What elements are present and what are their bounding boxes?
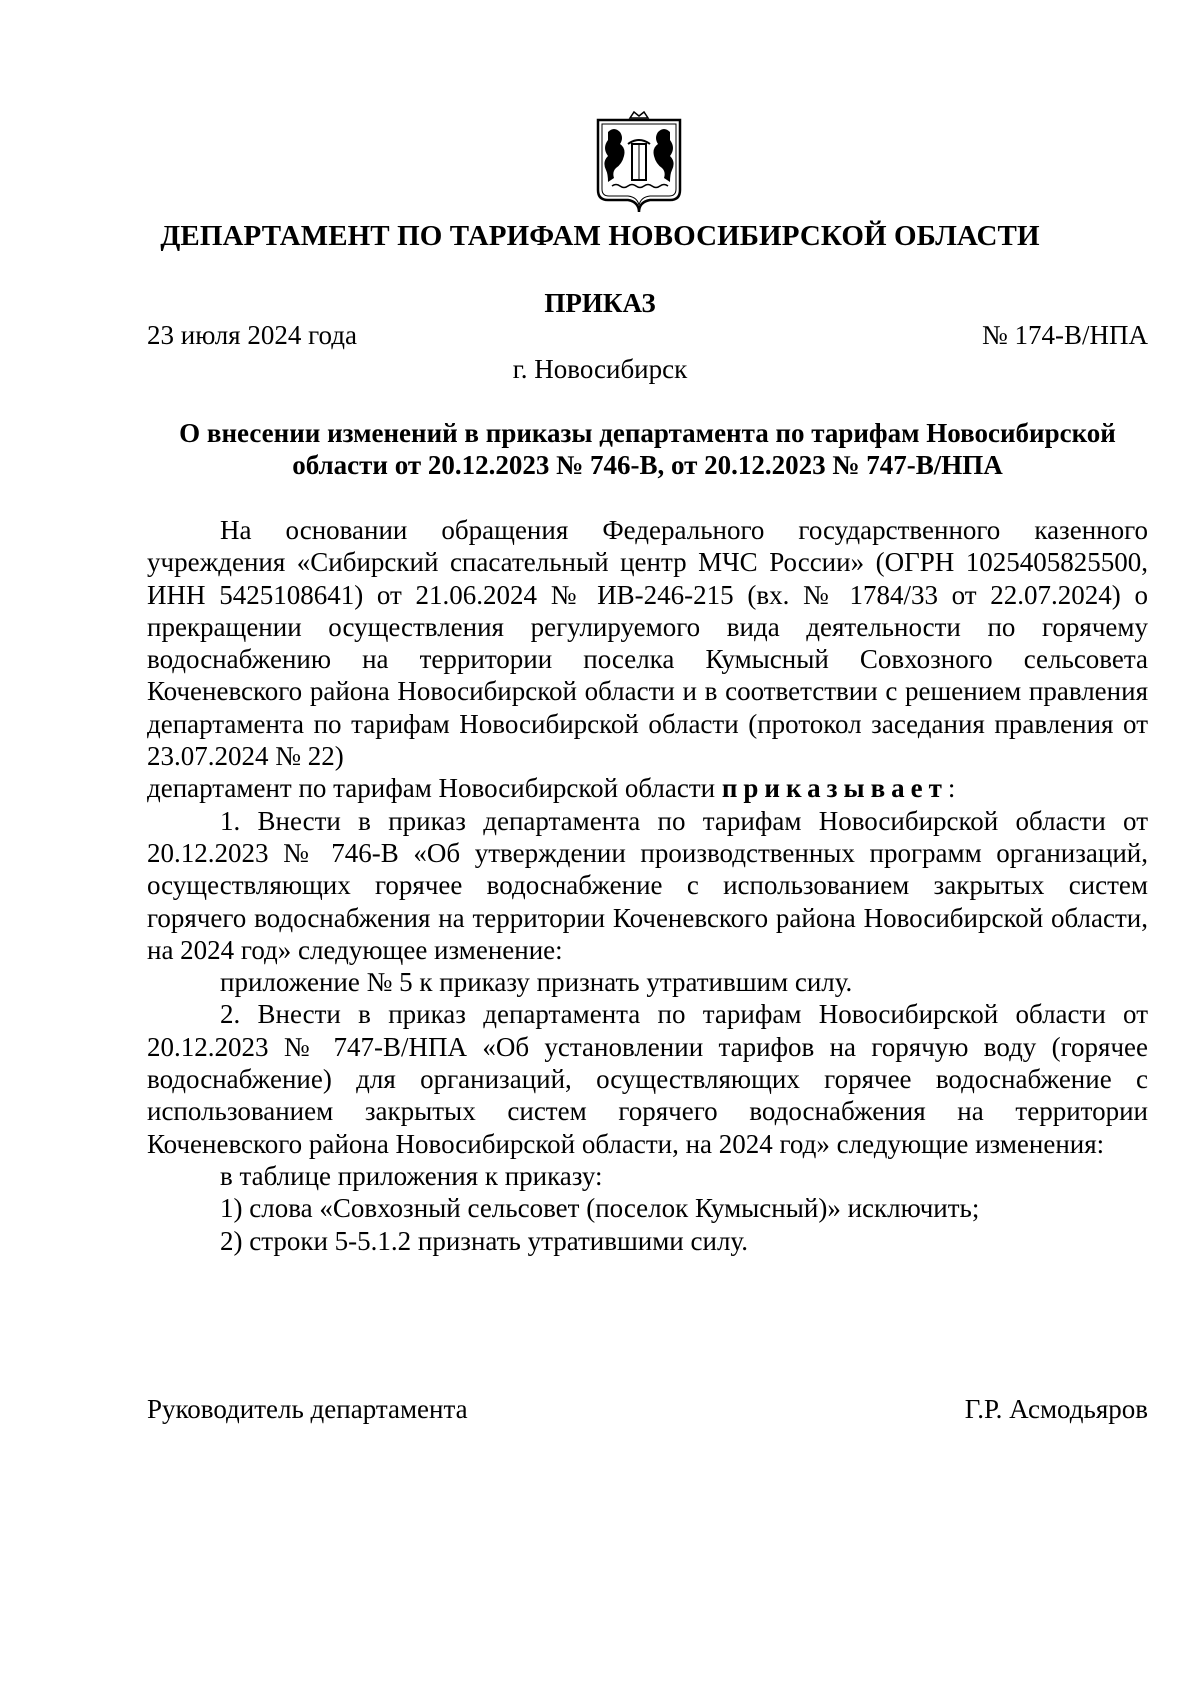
signatory-name: Г.Р. Асмодьяров <box>964 1394 1148 1424</box>
item-1-paragraph: 1. Внести в приказ департамента по тарифам Новосибирской области от 20.12.2023 № 746-В «Об утверждении производственных программ организаций, осуществляющих горячее водоснабжение с использованием закрытых систем горячего водоснабжения на территории Коченевского района Новосибирской области, на 2024 год» следующее изменение: <box>147 805 1148 965</box>
document-title: О внесении изменений в приказы департамента по тарифам Новосибирской области от 20.12.2023 № 746-В, от 20.12.2023 № 747-В/НПА <box>179 418 1116 480</box>
resolution-suffix: : <box>947 773 956 804</box>
item-1-change: приложение № 5 к приказу признать утратившим силу. <box>220 967 853 998</box>
document-city: г. Новосибирск <box>512 354 688 384</box>
item-2-intro: в таблице приложения к приказу: <box>220 1160 603 1191</box>
item-2-paragraph: 2. Внести в приказ департамента по тарифам Новосибирской области от 20.12.2023 № 747-В/НПА «Об установлении тарифов на горячую воду (горячее водоснабжение) для организаций, осуществляющих горячее водоснабжение с использованием закрытых систем горячего водоснабжения на территории Коченевского района Новосибирской области, на 2024 год» следующие изменения: <box>147 999 1148 1159</box>
item-2-subitem-1: 1) слова «Совхозный сельсовет (поселок Кумысный)» исключить; <box>220 1193 980 1224</box>
document-body <box>147 514 1148 1257</box>
document-type: ПРИКАЗ <box>544 288 656 318</box>
document-date: 23 июля 2024 года <box>147 320 357 350</box>
resolution-prefix: департамент по тарифам Новосибирской области <box>147 773 722 804</box>
document-number: № 174-В/НПА <box>981 320 1148 350</box>
signatory-role: Руководитель департамента <box>147 1394 468 1424</box>
resolution-word: приказывает <box>721 773 948 804</box>
preamble-paragraph: На основании обращения Федерального государственного казенного учреждения «Сибирский спасательный центр МЧС России» (ОГРН 1025405825500, ИНН 5425108641) от 21.06.2024 № ИВ-246-215 (вх. № 1784/33 от 22.07.2024) о прекращении осуществления регулируемого вида деятельности по горячему водоснабжению на территории поселка Кумысный Совхозного сельсовета Коченевского района Новосибирской области и в соответствии с решением правления департамента по тарифам Новосибирской области (протокол заседания правления от 23.07.2024 № 22) <box>147 515 1148 772</box>
coat-of-arms-icon <box>594 110 684 214</box>
resolution-line <box>147 772 1148 804</box>
organization-name: ДЕПАРТАМЕНТ ПО ТАРИФАМ НОВОСИБИРСКОЙ ОБЛАСТИ <box>160 220 1040 252</box>
item-2-subitem-2: 2) строки 5-5.1.2 признать утратившими силу. <box>220 1225 748 1256</box>
